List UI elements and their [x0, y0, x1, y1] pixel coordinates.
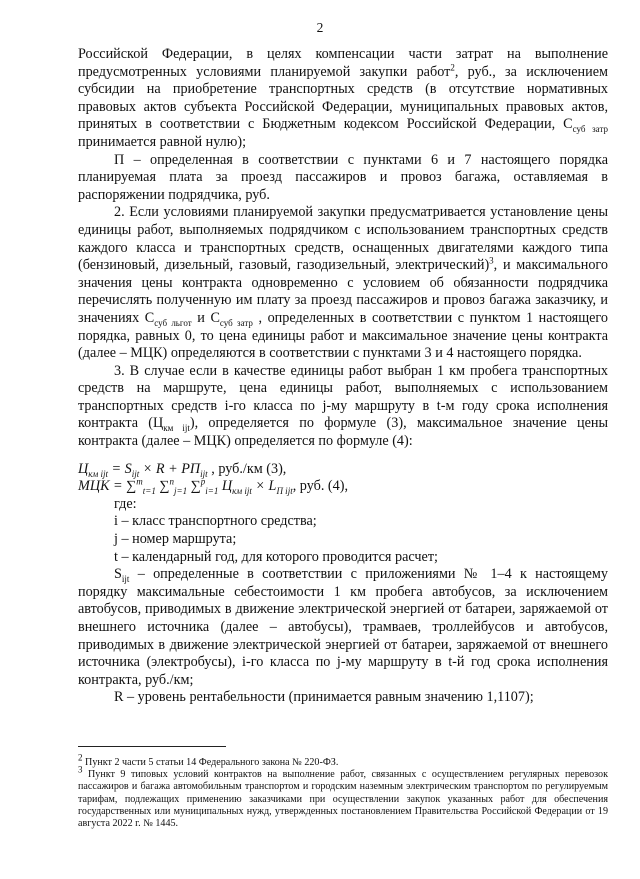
footnote-divider — [78, 746, 226, 747]
formula-3: $Ц_{км ijt} = S_{ijt} \times R + РП_{ijt}$ , руб./км (3), — [78, 460, 287, 479]
formula-4: МЦК = ∑$^m_{t=1}$ ∑$^n_{j=1}$ ∑$^p_{i=1}$ $Ц_{км ijt} \times L_{П ijt}$, руб. (4), — [78, 476, 349, 497]
paragraph-subsidy-continuation: Российской Федерации, в целях компенсации части затрат на выполнение предусмотренных условиями планируемой закупки работ$^2$, руб., за исключением субсидии на приобретение транспортных средств (в отсутствие нормативных правовых актов субъекта Российской Федерации, муниципальных правовых актов, принятых в соответствии с Бюджетным кодексом Российской Федерации, $С_{суб затр}$ принимается равной нулю); — [78, 46, 609, 150]
definition-j: j – номер маршрута; — [114, 531, 237, 548]
paragraph-item-3: 3. В случае если в качестве единицы работ выбран 1 км пробега транспортных средств на маршруте, цена единицы работ, выполняемых с использованием транспортных средств i-го класса по j-му маршруту в t-м году срока исполнения контракта $(Ц_{км ijt})$, определяется по формуле (3), максимальное значение цены контракта (далее – МЦК) определяется по формуле (4): — [78, 362, 608, 450]
footnote-ref-2[interactable]: 2 — [450, 61, 455, 72]
definition-i: i – класс транспортного средства; — [114, 513, 317, 530]
footnote-3: $^3$ Пункт 9 типовых условий контрактов на выполнение работ, связанных с осуществлением регулярных перевозок пассажиров и багажа автомобильным транспортом и городским наземным электрическим транспортом по регулируемым тарифам, подлежащих применению заказчиками при осуществлении закупок указанных работ для обеспечения государственных или муниципальных нужд, утвержденных постановлением Правительства Российской Федерации от 19 августа 2022 г. № 1445. — [78, 764, 608, 830]
definition-s: $S_{ijt}$ – определенные в соответствии с приложениями № 1–4 к настоящему порядку максимальные себестоимости 1 км пробега автобусов, за исключением автобусов, приводимых в движение электрической энергией от батареи, заряжаемой от внешнего источника (далее – автобусы), трамваев, троллейбусов и автобусов, приводимых в движение электрической энергией от батареи, заряжаемой от внешнего источника (электробусы), i-го класса по j-му маршруту в t-й год срока исполнения контракта, руб./км; — [78, 566, 608, 688]
paragraph-item-2: 2. Если условиями планируемой закупки предусматривается установление цены единицы работ, выполняемых подрядчиком с использованием транспортных средств каждого класса и транспортных средств, оснащенных двигателями каждого типа (бензиновый, дизельный, газовый, газодизельный, электрический)$^3$, и максимального значения цены контракта одновременно с условием об обязанности подрядчика перечислять полученную им плату за проезд пассажиров и провоз багажа заказчику, и значениях $С_{суб льгот}$ и $С_{суб затр}$ , определенных в соответствии с пунктом 1 настоящего порядка, равных 0, то цена единицы работ и максимальное значение цены контракта (далее – МЦК) определяются в соответствии с пунктами 3 и 4 настоящего порядка. — [78, 204, 608, 362]
paragraph-p-definition: П – определенная в соответствии с пунктами 6 и 7 настоящего порядка планируемая плата за проезд пассажиров и провоз багажа, оставляемая в распоряжении подрядчика, руб. — [78, 151, 608, 203]
page-number: 2 — [316, 20, 324, 35]
document-body — [78, 46, 608, 707]
where-label: где: — [114, 495, 137, 512]
footnotes — [78, 746, 608, 830]
definition-r: R – уровень рентабельности (принимается равным значению 1,1107); — [114, 689, 534, 706]
footnote-2: $^2$ Пункт 2 части 5 статьи 14 Федерального закона № 220-ФЗ. — [78, 752, 339, 768]
definition-t: t – календарный год, для которого проводится расчет; — [114, 548, 438, 565]
footnote-ref-3[interactable]: 3 — [489, 255, 494, 266]
